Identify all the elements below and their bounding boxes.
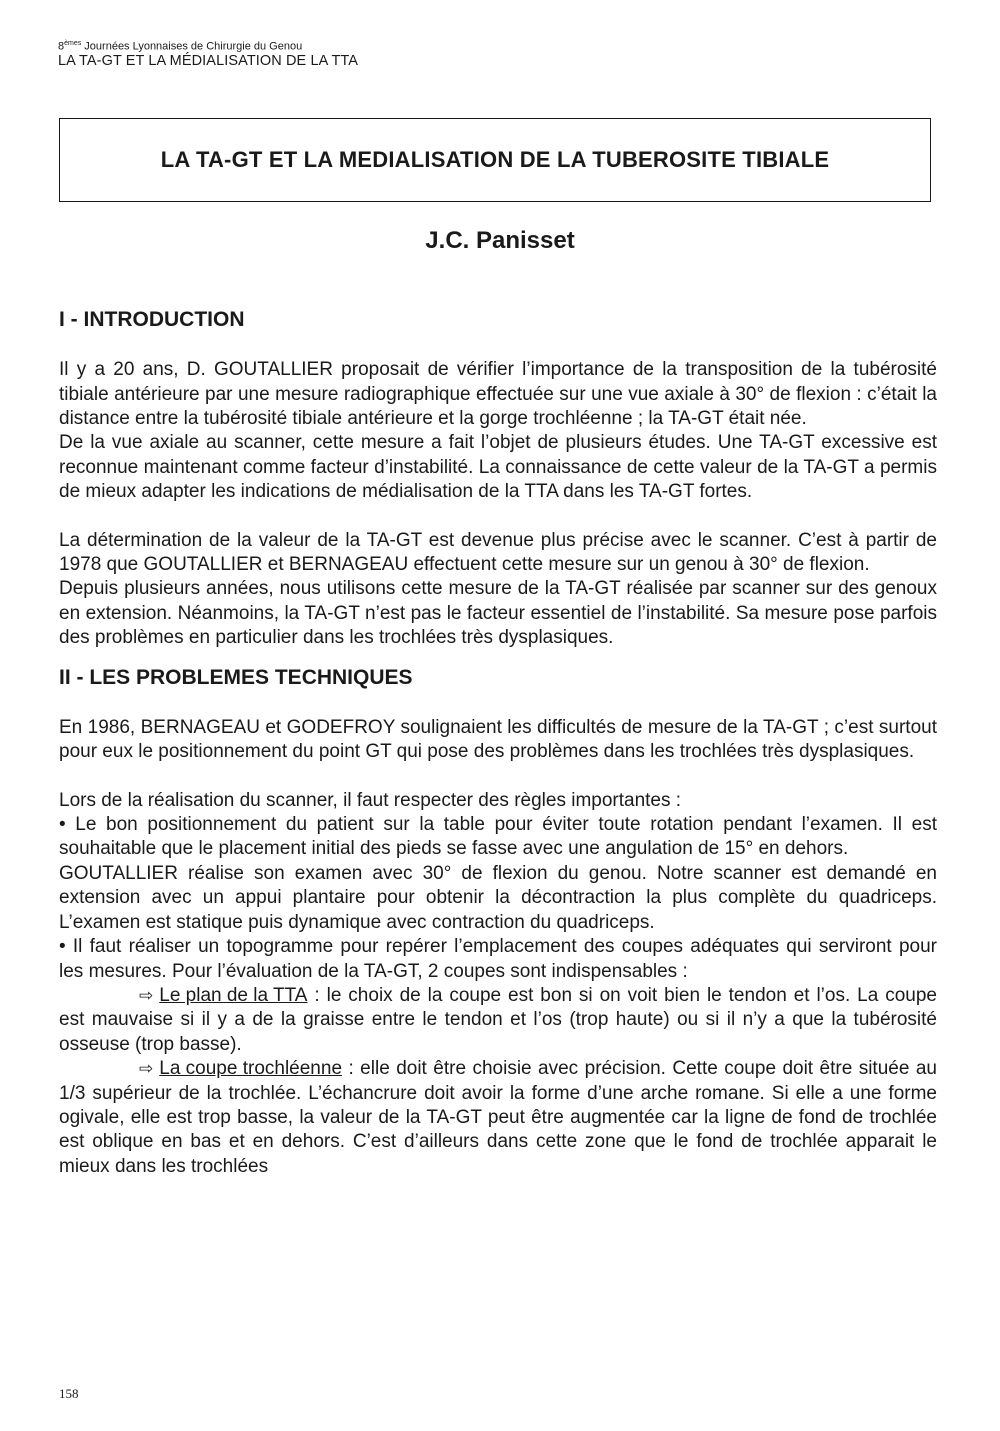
sub-item-label: La coupe trochléenne — [159, 1058, 343, 1080]
author-name: J.C. Panisset — [425, 227, 575, 254]
article-title: LA TA-GT ET LA MEDIALISATION DE LA TUBEROSITE TIBIALE — [160, 147, 830, 172]
hollow-right-arrow-icon: ⇨ — [139, 1059, 154, 1079]
sub-item-text: : le choix de la coupe est bon si on voit bien le tendon et l’os. La coupe est mauvaise si il y a de la graisse entre le tendon et l’os (trop haute) ou si il n’y a que la tubérosité osseuse (trop basse). — [59, 984, 937, 1055]
series-number: 8 — [58, 40, 65, 53]
sub-item-trochlear-cut — [59, 1057, 937, 1179]
series-title — [58, 40, 358, 53]
paragraph: La détermination de la valeur de la TA-GT est devenue plus précise avec le scanner. C’est à partir de 1978 que GOUTALLIER et BERNAGEAU effectuent cette mesure sur un genou à 30° de flexion. — [59, 529, 937, 576]
series-name: Journées Lyonnaises de Chirurgie du Genou — [81, 40, 303, 53]
article-title-box — [59, 118, 931, 202]
paragraph: Lors de la réalisation du scanner, il faut respecter des règles importantes : — [59, 789, 682, 811]
paragraph: De la vue axiale au scanner, cette mesure a fait l’objet de plusieurs études. Une TA-GT excessive est reconnue maintenant comme facteur d’instabilité. La connaissance de cette valeur de la TA-GT a permis de mieux adapter les indications de médialisation de la TTA dans les TA-GT fortes. — [59, 432, 937, 503]
series-superscript: èmes — [64, 40, 82, 47]
sub-item-tta-plane — [59, 984, 937, 1057]
hollow-right-arrow-icon: ⇨ — [139, 985, 154, 1005]
paragraph: GOUTALLIER réalise son examen avec 30° de flexion du genou. Notre scanner est demandé en extension avec un appui plantaire pour obtenir la décontraction la plus complète du quadriceps. L’examen est statique puis dynamique avec contraction du quadriceps. — [59, 862, 937, 933]
section-heading-techniques: II - LES PROBLEMES TECHNIQUES — [59, 665, 413, 689]
article-body — [59, 307, 937, 1179]
bullet-paragraph: • Il faut réaliser un topogramme pour repérer l’emplacement des coupes adéquates qui serviront pour les mesures. Pour l’évaluation de la TA-GT, 2 coupes sont indispensables : — [59, 936, 937, 982]
sub-item-text: : elle doit être choisie avec précision. Cette coupe doit être située au 1/3 supérieur de la trochlée. L’échancrure doit avoir la forme d’une arche romane. Si elle a une forme ogivale, elle est trop basse, la valeur de la TA-GT peut être augmentée car la ligne de fond de trochlée est oblique en bas et en dehors. C’est d’ailleurs dans cette zone que le fond de trochlée apparait le mieux dans les trochlées — [59, 1058, 937, 1177]
bullet-paragraph: • Le bon positionnement du patient sur la table pour éviter toute rotation pendant l’examen. Il est souhaitable que le placement initial des pieds se fasse avec une angulation de 15° en dehors. — [59, 814, 937, 860]
paragraph: Il y a 20 ans, D. GOUTALLIER proposait de vérifier l’importance de la transposition de la tubérosité tibiale antérieure par une mesure radiographique effectuée sur une vue axiale à 30° de flexion : c’était la distance entre la tubérosité tibiale antérieure et la gorge trochléenne ; la TA-GT était née. — [59, 359, 937, 429]
running-header — [58, 40, 358, 70]
sub-item-label: Le plan de la TTA — [159, 984, 308, 1006]
page-number: 158 — [59, 1386, 79, 1401]
paragraph: En 1986, BERNAGEAU et GODEFROY soulignaient les difficultés de mesure de la TA-GT ; c’est surtout pour eux le positionnement du point GT qui pose des problèmes dans les trochlées très dysplasiques. — [59, 716, 937, 763]
section-heading-introduction: I - INTRODUCTION — [59, 308, 245, 331]
paragraph: Depuis plusieurs années, nous utilisons cette mesure de la TA-GT réalisée par scanner sur des genoux en extension. Néanmoins, la TA-GT n’est pas le facteur essentiel de l’instabilité. Sa mesure pose parfois des problèmes en particulier dans les trochlées très dysplasiques. — [59, 578, 937, 649]
running-title: LA TA-GT ET LA MÉDIALISATION DE LA TTA — [58, 53, 359, 70]
